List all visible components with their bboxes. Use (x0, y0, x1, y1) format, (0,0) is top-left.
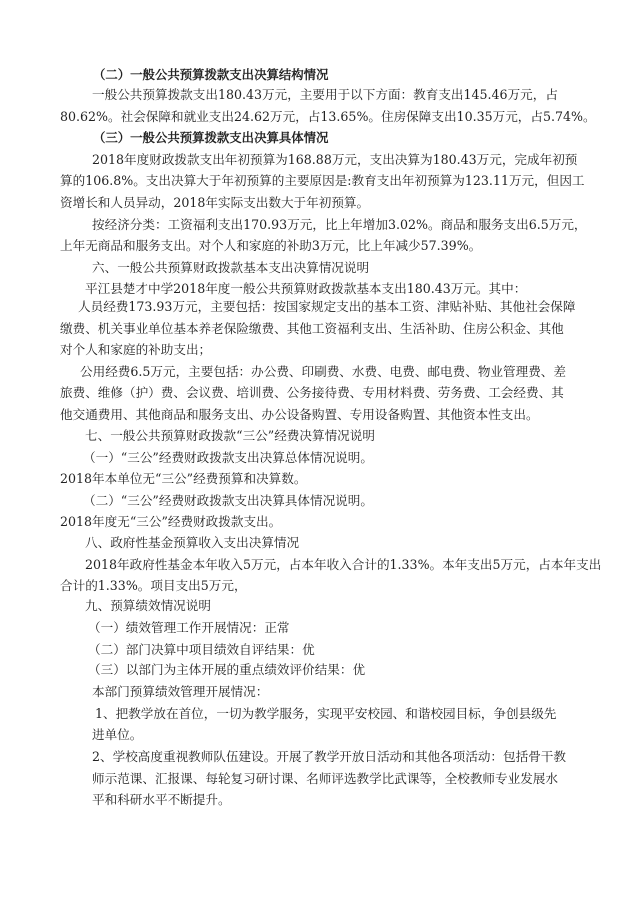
text-line: 缴费、机关事业单位基本养老保险缴费、其他工资福利支出、生活补助、住房公积金、其他 (60, 321, 564, 336)
text-line: （二）部门决算中项目绩效自评结果：优 (88, 642, 315, 657)
text-line: 2018年度无“三公”经费财政拨款支出。 (60, 514, 282, 529)
text-line: 九、预算绩效情况说明 (85, 598, 211, 613)
text-line: 人员经费173.93万元，主要包括：按国家规定支出的基本工资、津贴补贴、其他社会保障 (78, 299, 576, 314)
text-line: 进单位。 (92, 727, 143, 742)
section-heading: （三）一般公共预算拨款支出决算具体情况 (93, 130, 329, 145)
text-line: （一）绩效管理工作开展情况：正常 (88, 620, 290, 635)
text-line: 本部门预算绩效管理开展情况： (92, 684, 269, 699)
text-line: 公用经费6.5万元，主要包括：办公费、印刷费、水费、电费、邮电费、物业管理费、差 (80, 364, 566, 379)
section-heading: （二）一般公共预算拨款支出决算结构情况 (93, 67, 329, 82)
text-line: （三）以部门为主体开展的重点绩效评价结果：优 (88, 662, 366, 677)
text-line: 旅费、维修（护）费、会议费、培训费、公务接待费、专用材料费、劳务费、工会经费、其 (60, 385, 564, 400)
text-line: 平江县楚才中学2018年度一般公共预算财政拨款基本支出180.43万元。其中： (85, 281, 527, 296)
text-line: 八、政府性基金预算收入支出决算情况 (85, 535, 300, 550)
text-line: 他交通费用、其他商品和服务支出、办公设备购置、专用设备购置、其他资本性支出。 (60, 407, 539, 422)
text-line: 上年无商品和服务支出。对个人和家庭的补助3万元，比上年减少57.39%。 (60, 238, 482, 253)
text-line: 合计的1.33%。项目支出5万元， (60, 578, 247, 593)
text-line: （二）“三公”经费财政拨款支出决算具体情况说明。 (83, 493, 373, 508)
text-line: （一）“三公”经费财政拨款支出决算总体情况说明。 (83, 450, 373, 465)
text-line: 2、学校高度重视教师队伍建设。开展了教学开放日活动和其他各项活动：包括骨干教 (92, 749, 566, 764)
text-line: 按经济分类：工资福利支出170.93万元，比上年增加3.02%。商品和服务支出6.5万元， (92, 217, 587, 232)
text-line: 一般公共预算拨款支出180.43万元，主要用于以下方面：教育支出145.46万元，占 (92, 87, 558, 102)
text-line: 算的106.8%。支出决算大于年初预算的主要原因是:教育支出年初预算为123.11万元，但因工 (60, 173, 585, 188)
text-line: 2018年度财政拨款支出年初预算为168.88万元，支出决算为180.43万元，完成年初预 (92, 152, 578, 167)
text-line: 1、把教学放在首位，一切为教学服务，实现平安校园、和谐校园目标，争创县级先 (95, 706, 557, 721)
text-line: 七、一般公共预算财政拨款“三公”经费决算情况说明 (85, 428, 375, 443)
text-line: 资增长和人员异动，2018年实际支出数大于年初预算。 (60, 195, 370, 210)
text-line: 2018年政府性基金本年收入5万元，占本年收入合计的1.33%。本年支出5万元，占本年支出 (85, 557, 602, 572)
text-line: 2018年本单位无“三公”经费预算和决算数。 (60, 471, 307, 486)
text-line: 六、一般公共预算财政拨款基本支出决算情况说明 (92, 260, 370, 275)
text-line: 师示范课、汇报课、每轮复习研讨课、名师评选教学比武课等，全校教师专业发展水 (92, 771, 558, 786)
text-line: 对个人和家庭的补助支出； (60, 342, 212, 357)
text-line: 80.62%。社会保障和就业支出24.62万元，占13.65%。住房保障支出10.35万元，占5.74%。 (60, 109, 596, 124)
text-line: 平和科研水平不断提升。 (92, 792, 231, 807)
